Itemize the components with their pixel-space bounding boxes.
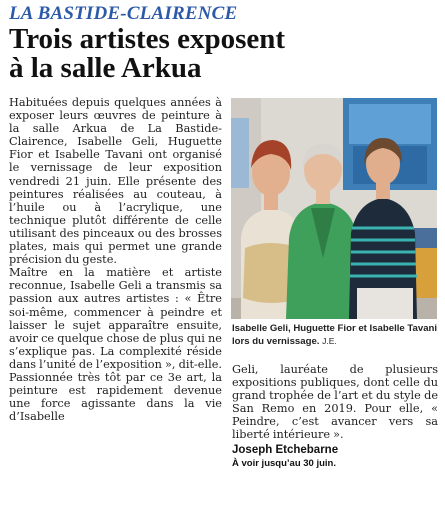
photo-illustration [231,98,437,319]
exhibition-end-date: À voir jusqu’au 30 juin. [232,457,336,469]
article-photo [231,98,437,319]
body-paragraph-2: Maître en la matière et artiste reconnue, Isabelle Geli a transmis sa passion aux autres artistes : « Être soi-même, commencer à peindre et laisser le sujet apparaître ensuite, avoir ce quelque chose de plus qui ne s’explique pas. La complexité réside dans l’unité de l’exposition », dit-elle. Passionnée très tôt par ce 3e art, la peinture est rapidement devenue une force agissante dans la vie d’Isabelle [9,266,222,424]
article-headline [9,25,439,83]
photo-credit: J.E. [322,336,337,347]
headline-line-2: à la salle Arkua [9,52,202,84]
article-column-right [232,363,438,470]
author-byline: Joseph Etchebarne [232,443,339,456]
body-paragraph-3: Geli, lauréate de plusieurs expositions publiques, dont celle du grand trophée de l’art et du style de San Remo en 2019. Pour elle, « Peindre, c’est avancer vers sa liberté intérieure ». [232,363,438,442]
photo-caption [232,323,438,349]
article-column-left [9,96,222,423]
headline-line-1: Trois artistes exposent [9,23,286,55]
caption-text: Isabelle Geli, Huguette Fior et Isabelle Tavani lors du vernissage. [232,323,438,348]
section-kicker: LA BASTIDE-CLAIRENCE [9,3,238,24]
body-paragraph-1: Habituées depuis quelques années à exposer leurs œuvres de peinture à la salle Arkua de La Bastide-Clairence, Isabelle Geli, Huguette Fior et Isabelle Tavani ont organisé le vernissage de leur exposition vendredi 21 juin. Elle présente des peintures réalisées au couteau, à l’huile ou à l’acrylique, une technique plutôt différente de celle utilisant des pinceaux ou des brosses plates, mais qui permet une grande précision du geste. [9,96,222,267]
